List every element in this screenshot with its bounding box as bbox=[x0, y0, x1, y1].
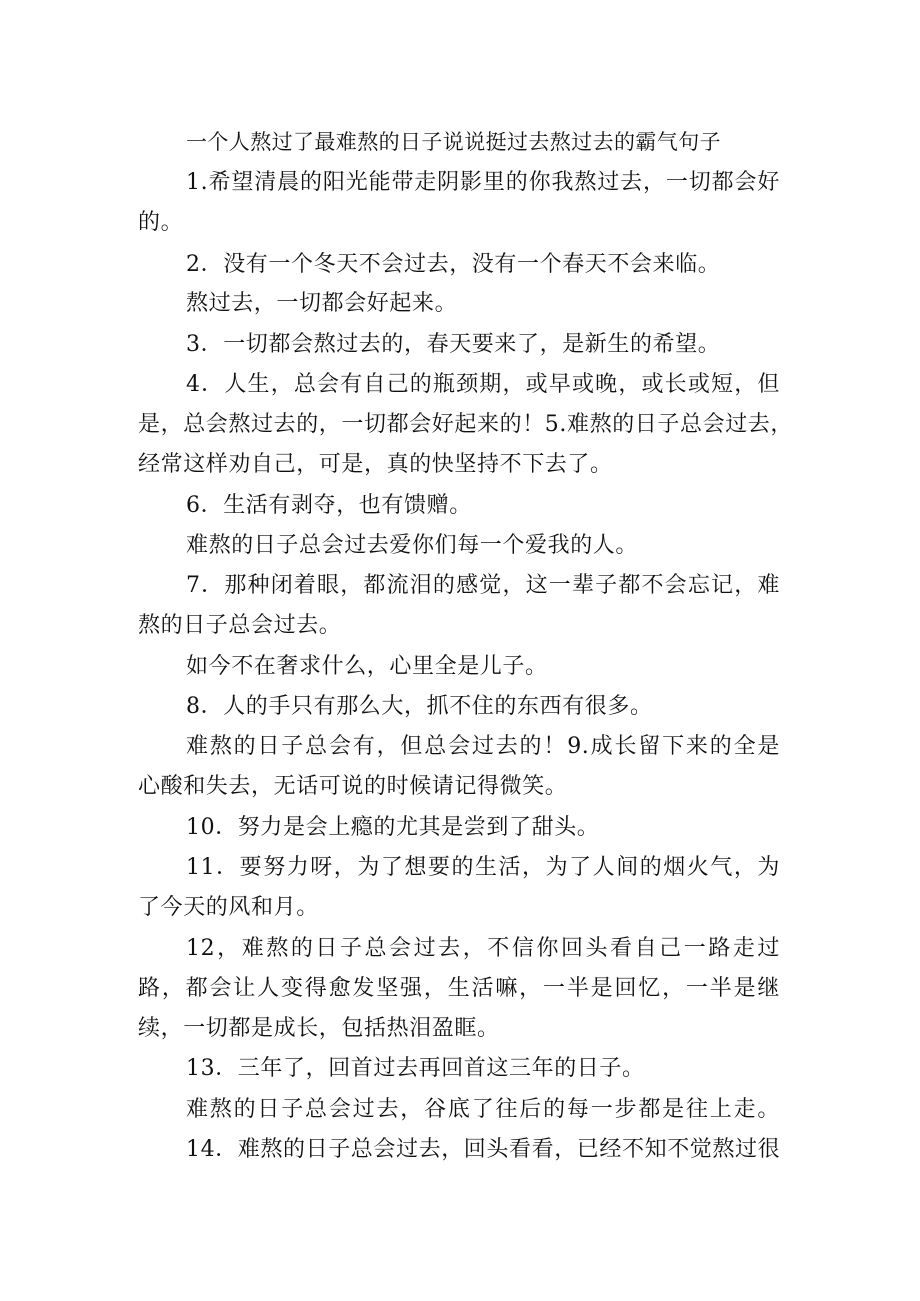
text-line-6: 4．人生，总会有自己的瓶颈期，或早或晚，或长或短，但 bbox=[186, 372, 780, 397]
text-line-21: 路，都会让人变得愈发坚强，生活嘛，一半是回忆，一半是继 bbox=[138, 976, 780, 1001]
text-line-16: 心酸和失去，无话可说的时候请记得微笑。 bbox=[138, 774, 568, 799]
text-line-12: 熬的日子总会过去。 bbox=[138, 613, 342, 638]
text-line-22: 续，一切都是成长，包括热泪盈眶。 bbox=[138, 1016, 500, 1041]
text-line-14: 8．人的手只有那么大，抓不住的东西有很多。 bbox=[186, 694, 653, 719]
text-line-1: 1.希望清晨的阳光能带走阴影里的你我熬过去，一切都会好 bbox=[186, 170, 780, 195]
text-line-15: 难熬的日子总会有，但总会过去的！9.成长留下来的全是 bbox=[186, 734, 780, 759]
text-line-23: 13．三年了，回首过去再回首这三年的日子。 bbox=[186, 1056, 645, 1081]
text-line-17: 10．努力是会上瘾的尤其是尝到了甜头。 bbox=[186, 815, 600, 840]
text-line-18: 11．要努力呀，为了想要的生活，为了人间的烟火气，为 bbox=[186, 855, 780, 880]
text-line-11: 7．那种闭着眼，都流泪的感觉，这一辈子都不会忘记，难 bbox=[186, 573, 780, 598]
text-line-8: 经常这样劝自己，可是，真的快坚持不下去了。 bbox=[138, 452, 613, 477]
text-line-3: 2．没有一个冬天不会过去，没有一个春天不会来临。 bbox=[186, 252, 721, 277]
text-line-20: 12，难熬的日子总会过去，不信你回头看自己一路走过 bbox=[186, 936, 780, 961]
text-line-9: 6．生活有剥夺，也有馈赠。 bbox=[186, 493, 472, 518]
text-line-13: 如今不在奢求什么，心里全是儿子。 bbox=[186, 654, 548, 679]
text-line-10: 难熬的日子总会过去爱你们每一个爱我的人。 bbox=[186, 533, 639, 558]
text-line-2: 的。 bbox=[138, 210, 184, 235]
text-line-7: 是，总会熬过去的，一切都会好起来的！5.难熬的日子总会过去， bbox=[138, 412, 793, 437]
text-line-4: 熬过去，一切都会好起来。 bbox=[186, 291, 458, 316]
text-line-5: 3．一切都会熬过去的，春天要来了，是新生的希望。 bbox=[186, 332, 721, 357]
page-title: 一个人熬过了最难熬的日子说说挺过去熬过去的霸气句子 bbox=[186, 130, 721, 154]
text-line-19: 了今天的风和月。 bbox=[138, 895, 319, 920]
text-line-25: 14．难熬的日子总会过去，回头看看，已经不知不觉熬过很 bbox=[186, 1137, 781, 1162]
text-line-24: 难熬的日子总会过去，谷底了往后的每一步都是往上走。 bbox=[186, 1097, 780, 1122]
